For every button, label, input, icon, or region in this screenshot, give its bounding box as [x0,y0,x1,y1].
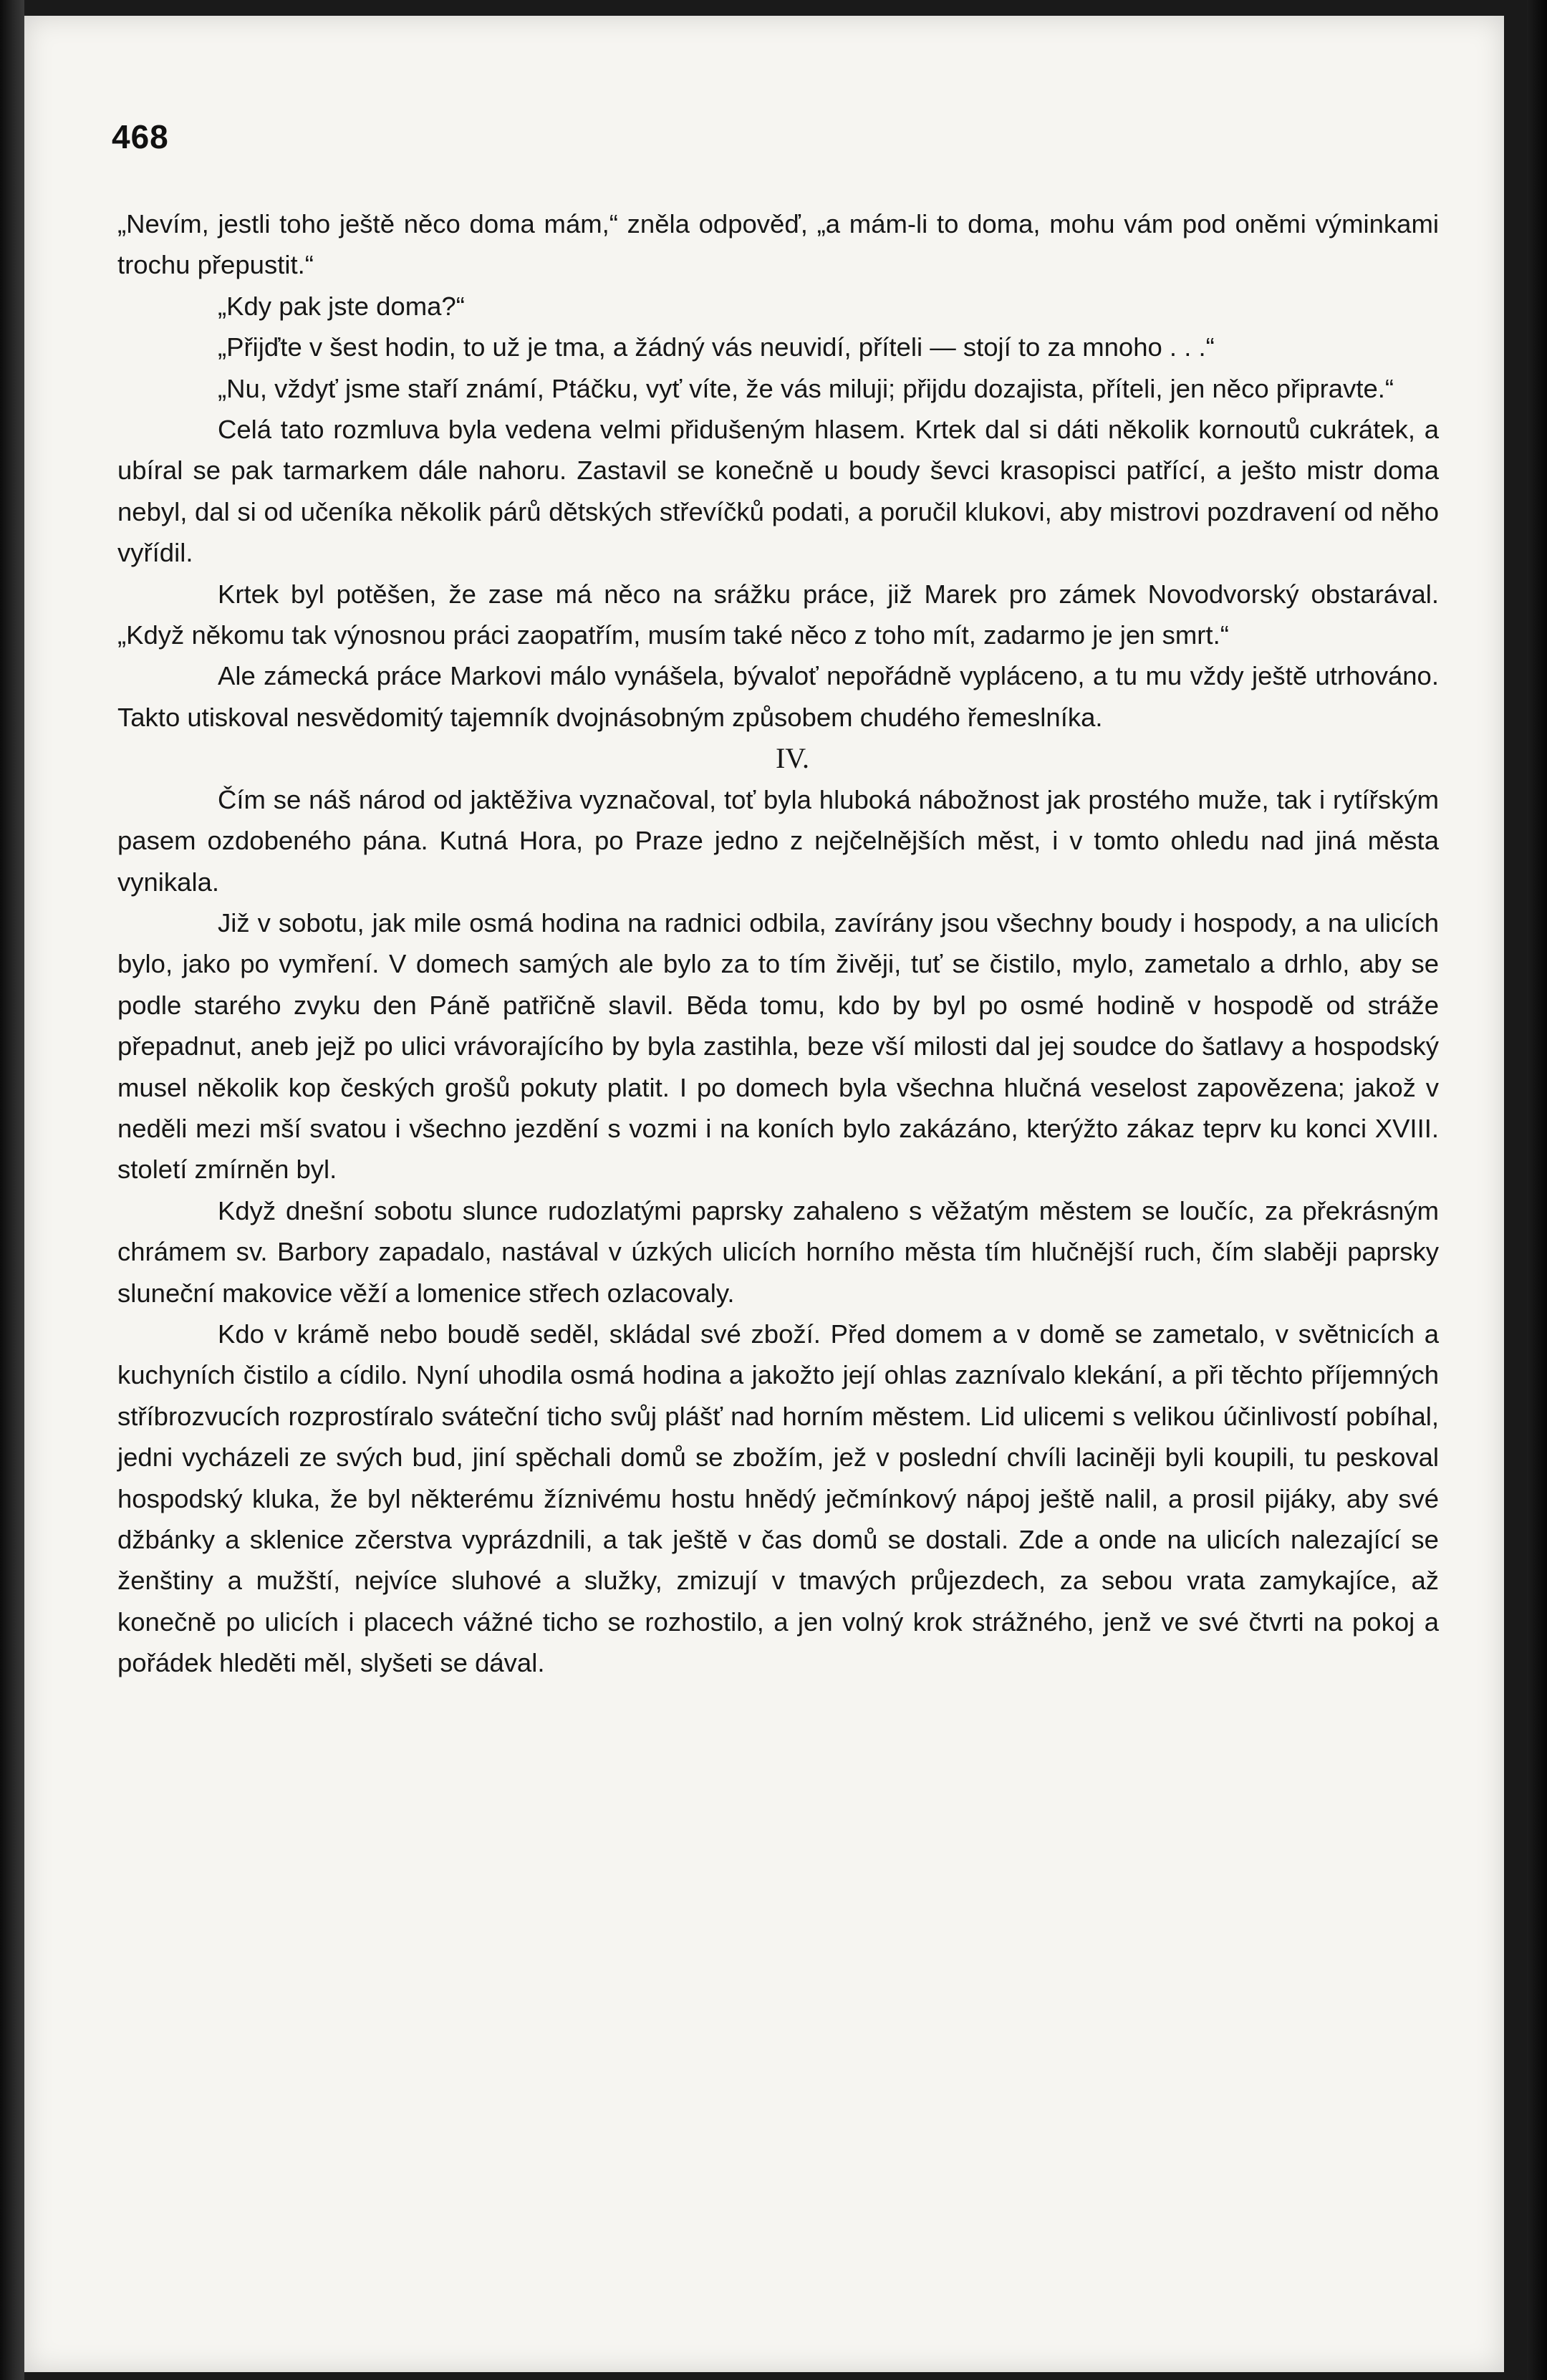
paragraph: „Nu, vždyť jsme staří známí, Ptáčku, vyť víte, že vás miluji; přijdu dozajista, příteli, jen něco připravte.“ [218,373,1394,403]
paragraph: Čím se náš národ od jaktěživa vyznačoval, toť byla hluboká nábožnost jak prostého muže, tak i rytířským pasem ozdobeného pána. Kutná Hora, po Praze jedno z nejčelnějších měst, i v tomto ohledu nad jiná města vynikala. [117,784,1439,897]
paragraph: „Kdy pak jste doma?“ [218,291,465,321]
body-text [117,203,1439,1684]
page-number: 468 [112,118,169,155]
paragraph: Kdo v krámě nebo boudě seděl, skládal své zboží. Před domem a v domě se zametalo, v světnicích a kuchyních čistilo a cídilo. Nyní uhodila osmá hodina a jakožto její ohlas zaznívalo klekání, a při těchto příjemných stříbrozvucích rozprostíralo sváteční ticho svůj plášť nad horním městem. Lid ulicemi s velikou účinlivostí pobíhal, jedni vycházeli ze svých bud, jiní spěchali domů se zbožím, jež v poslední chvíli laciněji byli koupili, tu peskoval hospodský kluka, že byl některému žíznivému hostu hnědý ječmínkový nápoj ještě nalil, a prosil pijáky, aby své džbánky a sklenice zčerstva vyprázdnili, a tak ještě v čas domů se dostali. Zde a onde na ulicích nalezající se ženštiny a mužští, nejvíce sluhové a služky, zmizují v tmavých průjezdech, za sebou vrata zamykajíce, až konečně po ulicích i placech vážné ticho se rozhostilo, a jen volný krok strážného, jenž ve své čtvrti na pokoj a pořádek hleděti měl, slyšeti se dával. [117,1319,1439,1678]
paragraph: Krtek byl potěšen, že zase má něco na srážku práce, již Marek pro zámek Novodvorský obstarával. „Když někomu tak výnosnou práci zaopatřím, musím také něco z toho mít, zadarmo je jen smrt.“ [117,579,1439,650]
paragraph: „Přijďte v šest hodin, to už je tma, a žádný vás neuvidí, příteli — stojí to za mnoho . . .“ [218,332,1215,362]
book-page [24,16,1504,2372]
paragraph: Ale zámecká práce Markovi málo vynášela, bývaloť nepořádně vypláceno, a tu mu vždy ještě utrhováno. Takto utiskoval nesvědomitý tajemník dvojnásobným způsobem chudého řemeslníka. [117,661,1439,732]
paragraph: Když dnešní sobotu slunce rudozlatými paprsky zahaleno s věžatým městem se loučíc, za překrásným chrámem sv. Barbory zapadalo, nastával v úzkých ulicích horního města tím hlučnější ruch, čím slaběji paprsky sluneční makovice věží a lomenice střech ozlacovaly. [117,1195,1439,1308]
scan-edge-left [0,0,24,2380]
paragraph: Celá tato rozmluva byla vedena velmi přidušeným hlasem. Krtek dal si dáti několik kornoutů cukrátek, a ubíral se pak tarmarkem dále nahoru. Zastavil se konečně u boudy ševci krasopisci patřící, a ješto mistr doma nebyl, dal si od učeníka několik párů dětských střevíčků podati, a poručil klukovi, aby mistrovi pozdravení od něho vyřídil. [117,415,1439,568]
chapter-heading: IV. [775,742,810,775]
paragraph: Již v sobotu, jak mile osmá hodina na radnici odbila, zavírány jsou všechny boudy i hospody, a na ulicích bylo, jako po vymření. V domech samých ale bylo za to tím živěji, tuť se čistilo, mylo, zametalo a drhlo, aby se podle starého zvyku den Páně patřičně slavil. Běda tomu, kdo by byl po osmé hodině v hospodě od stráže přepadnut, aneb jejž po ulici vrávorajícího by byla zastihla, beze vší milosti dal jej soudce do šatlavy a hospodský musel několik kop českých grošů pokuty platit. I po domech byla všechna hlučná veselost zapovězena; jakož v neděli mezi mší svatou i všechno jezdění s vozmi i na koních bylo zakázáno, kterýžto zákaz teprv ku konci XVIII. století zmírněn byl. [117,907,1439,1185]
scan-edge-right [1527,0,1547,2380]
paragraph: „Nevím, jestli toho ještě něco doma mám,“ zněla odpověď, „a mám-li to doma, mohu vám pod oněmi výminkami trochu přepustit.“ [117,209,1439,280]
